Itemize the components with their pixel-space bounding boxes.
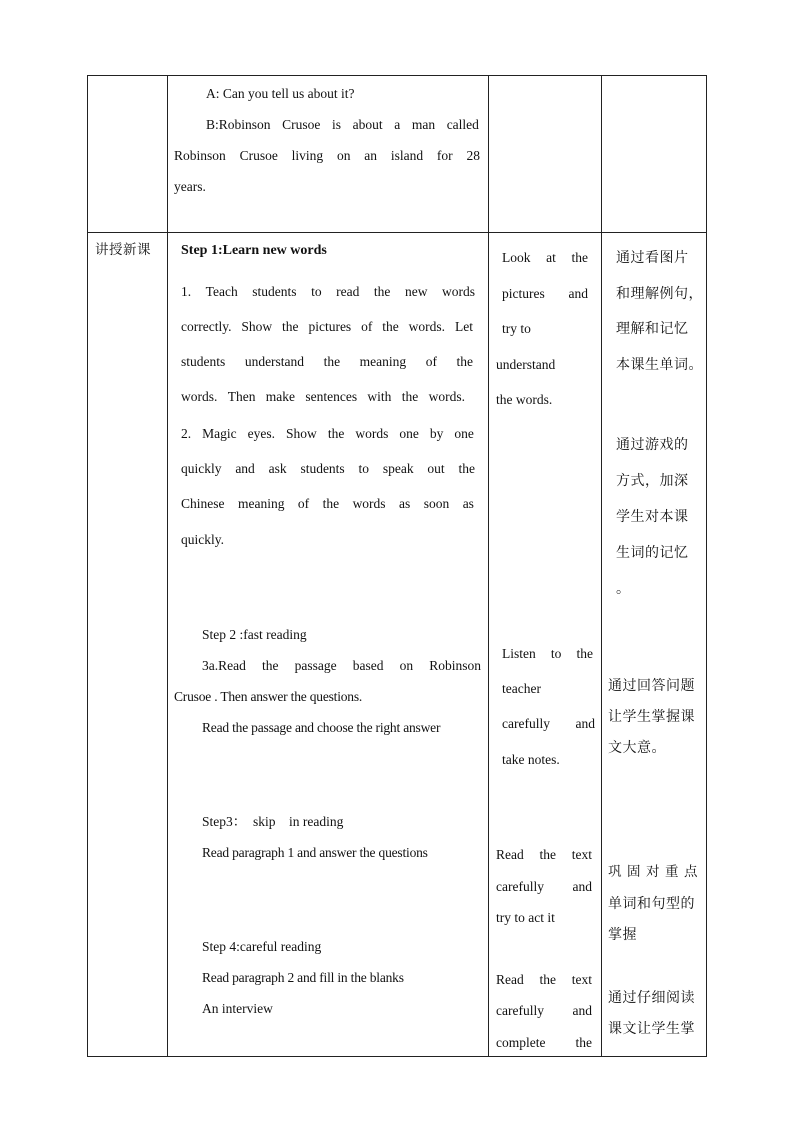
word: Crusoe bbox=[239, 148, 278, 163]
word: as bbox=[399, 496, 411, 511]
word: read bbox=[336, 284, 360, 299]
word: the bbox=[571, 250, 588, 265]
word: Let bbox=[454, 319, 473, 334]
step2-text: Read the passage and choose the right answer bbox=[202, 720, 441, 735]
step1-text bbox=[181, 426, 474, 442]
word: about bbox=[352, 117, 383, 132]
step2-text: Crusoe . Then answer the questions. bbox=[174, 689, 363, 704]
student-activity-text bbox=[502, 646, 593, 662]
word: an bbox=[364, 148, 378, 163]
word: Robinson bbox=[429, 658, 481, 673]
student-activity-text bbox=[502, 716, 595, 732]
student-activity-text bbox=[496, 1035, 592, 1051]
word: quickly bbox=[181, 461, 222, 476]
word: words. bbox=[428, 389, 465, 404]
word: complete bbox=[496, 1035, 546, 1050]
word: words bbox=[352, 496, 386, 511]
word: and bbox=[575, 716, 595, 731]
student-activity-text: teacher bbox=[502, 681, 541, 696]
student-activity-text: take notes. bbox=[502, 752, 560, 767]
word: based bbox=[352, 658, 384, 673]
dialogue-line-a: A: Can you tell us about it? bbox=[206, 86, 355, 101]
word: the bbox=[327, 426, 345, 441]
column-divider-1 bbox=[167, 75, 168, 1057]
step1-title: Step 1:Learn new words bbox=[181, 243, 327, 258]
word: the bbox=[282, 319, 299, 334]
word: the bbox=[575, 1035, 592, 1050]
student-activity-text: try to bbox=[502, 321, 531, 336]
word: new bbox=[404, 284, 428, 299]
word: with bbox=[367, 389, 392, 404]
step3-title: Step3： skip in reading bbox=[202, 814, 344, 829]
word: the bbox=[539, 847, 556, 862]
word: for bbox=[436, 148, 453, 163]
word: and bbox=[568, 286, 588, 301]
word: to bbox=[358, 461, 370, 476]
step4-text: Read paragraph 2 and fill in the blanks bbox=[202, 970, 404, 985]
word: Then bbox=[227, 389, 256, 404]
word: the bbox=[382, 319, 399, 334]
word: Read bbox=[496, 972, 524, 987]
design-intent-text: 。 bbox=[616, 581, 631, 597]
word: the bbox=[539, 972, 556, 987]
word: ask bbox=[268, 461, 287, 476]
word: on bbox=[399, 658, 414, 673]
word: text bbox=[571, 847, 592, 862]
word: 3a.Read bbox=[202, 658, 246, 673]
table-top-border bbox=[87, 75, 707, 76]
word: called bbox=[446, 117, 479, 132]
table-right-border bbox=[706, 75, 707, 1057]
word: to bbox=[311, 284, 322, 299]
word: soon bbox=[423, 496, 450, 511]
word: Robinson bbox=[174, 148, 226, 163]
column-divider-2 bbox=[488, 75, 489, 1057]
column-divider-3 bbox=[601, 75, 602, 1057]
word: Show bbox=[241, 319, 273, 334]
word: B:Robinson bbox=[206, 117, 271, 132]
word: island bbox=[390, 148, 424, 163]
word: the bbox=[261, 658, 279, 673]
step3-text: Read paragraph 1 and answer the questions bbox=[202, 845, 428, 860]
word: students bbox=[181, 354, 226, 369]
word: eyes. bbox=[247, 426, 276, 441]
student-activity-text bbox=[496, 847, 592, 863]
word: to bbox=[550, 646, 562, 661]
design-intent-text: 课文让学生掌 bbox=[608, 1021, 695, 1037]
step1-text bbox=[181, 354, 473, 370]
word: 点 bbox=[684, 864, 698, 880]
student-activity-text bbox=[502, 250, 588, 266]
word: speak bbox=[382, 461, 414, 476]
word: the bbox=[576, 646, 593, 661]
design-intent-text: 本课生单词。 bbox=[616, 357, 703, 373]
word: pictures bbox=[308, 319, 352, 334]
dialogue-line-b-end: years. bbox=[174, 179, 206, 194]
design-intent-text: 和理解例句， bbox=[616, 286, 703, 302]
word: 对 bbox=[646, 864, 660, 880]
word: and bbox=[235, 461, 255, 476]
word: correctly. bbox=[181, 319, 232, 334]
student-activity-text bbox=[496, 972, 592, 988]
student-activity-text bbox=[496, 1003, 592, 1019]
word: the bbox=[456, 354, 473, 369]
word: Show bbox=[286, 426, 317, 441]
word: and bbox=[572, 879, 592, 894]
stage-label: 讲授新课 bbox=[95, 242, 151, 258]
design-intent-text: 学生对本课 bbox=[616, 509, 689, 525]
word: Magic bbox=[202, 426, 237, 441]
word: living bbox=[291, 148, 324, 163]
word: the bbox=[322, 496, 340, 511]
word: 巩 bbox=[608, 864, 622, 880]
word: make bbox=[265, 389, 296, 404]
word: a bbox=[394, 117, 401, 132]
word: as bbox=[462, 496, 474, 511]
word: pictures bbox=[502, 286, 545, 301]
word: students bbox=[300, 461, 345, 476]
word: Teach bbox=[205, 284, 238, 299]
word: meaning bbox=[359, 354, 407, 369]
design-intent-text bbox=[608, 864, 698, 880]
word: Listen bbox=[502, 646, 536, 661]
word: meaning bbox=[237, 496, 285, 511]
word: sentences bbox=[305, 389, 358, 404]
word: text bbox=[571, 972, 592, 987]
design-intent-text: 通过回答问题 bbox=[608, 678, 695, 694]
word: carefully bbox=[502, 716, 550, 731]
word: students bbox=[252, 284, 297, 299]
table-bottom-border bbox=[87, 1056, 707, 1057]
word: on bbox=[336, 148, 351, 163]
word: passage bbox=[294, 658, 337, 673]
word: words. bbox=[181, 389, 218, 404]
step2-text bbox=[202, 658, 481, 674]
word: Chinese bbox=[181, 496, 225, 511]
word: out bbox=[427, 461, 445, 476]
step4-title: Step 4:careful reading bbox=[202, 939, 322, 954]
dialogue-line-b bbox=[206, 117, 479, 133]
word: one bbox=[399, 426, 419, 441]
step1-text bbox=[181, 496, 474, 512]
step1-text bbox=[181, 319, 473, 335]
design-intent-text: 让学生掌握课 bbox=[608, 709, 695, 725]
student-activity-text: understand bbox=[496, 357, 556, 372]
word: of bbox=[361, 319, 373, 334]
word: of bbox=[297, 496, 310, 511]
word: carefully bbox=[496, 879, 544, 894]
student-activity-text bbox=[502, 286, 588, 302]
word: of bbox=[425, 354, 437, 369]
step1-text: quickly. bbox=[181, 532, 224, 547]
student-activity-text: the words. bbox=[496, 392, 553, 407]
row-divider bbox=[87, 232, 707, 233]
word: Look bbox=[502, 250, 531, 265]
word: at bbox=[546, 250, 556, 265]
word: by bbox=[429, 426, 444, 441]
design-intent-text: 通过看图片 bbox=[616, 250, 689, 266]
design-intent-text: 掌握 bbox=[608, 927, 637, 943]
step1-text bbox=[181, 461, 475, 477]
design-intent-text: 单词和句型的 bbox=[608, 896, 695, 912]
word: Crusoe bbox=[282, 117, 321, 132]
word: and bbox=[572, 1003, 592, 1018]
design-intent-text: 方式，加深 bbox=[616, 473, 689, 489]
dialogue-line-b-cont bbox=[174, 148, 480, 164]
word: the bbox=[373, 284, 391, 299]
step4-text: An interview bbox=[202, 1001, 273, 1016]
design-intent-text: 通过仔细阅读 bbox=[608, 990, 695, 1006]
word: words bbox=[355, 426, 389, 441]
word: the bbox=[323, 354, 341, 369]
word: Read bbox=[496, 847, 524, 862]
word: words. bbox=[408, 319, 446, 334]
word: the bbox=[458, 461, 475, 476]
word: 重 bbox=[665, 864, 679, 880]
design-intent-text: 生词的记忆 bbox=[616, 545, 689, 561]
word: one bbox=[454, 426, 474, 441]
word: 固 bbox=[627, 864, 641, 880]
word: 2. bbox=[181, 426, 192, 441]
word: words bbox=[442, 284, 475, 299]
step2-title: Step 2 :fast reading bbox=[202, 627, 307, 642]
word: 1. bbox=[181, 284, 192, 299]
design-intent-text: 文大意。 bbox=[608, 740, 666, 756]
step1-text bbox=[181, 284, 475, 300]
step1-text bbox=[181, 389, 465, 405]
design-intent-text: 理解和记忆 bbox=[616, 321, 689, 337]
student-activity-text bbox=[496, 879, 592, 895]
student-activity-text: try to act it bbox=[496, 910, 555, 925]
word: is bbox=[331, 117, 341, 132]
word: 28 bbox=[466, 148, 480, 163]
word: understand bbox=[244, 354, 305, 369]
word: carefully bbox=[496, 1003, 544, 1018]
table-left-border bbox=[87, 75, 88, 1057]
word: the bbox=[401, 389, 419, 404]
design-intent-text: 通过游戏的 bbox=[616, 437, 689, 453]
word: man bbox=[411, 117, 436, 132]
